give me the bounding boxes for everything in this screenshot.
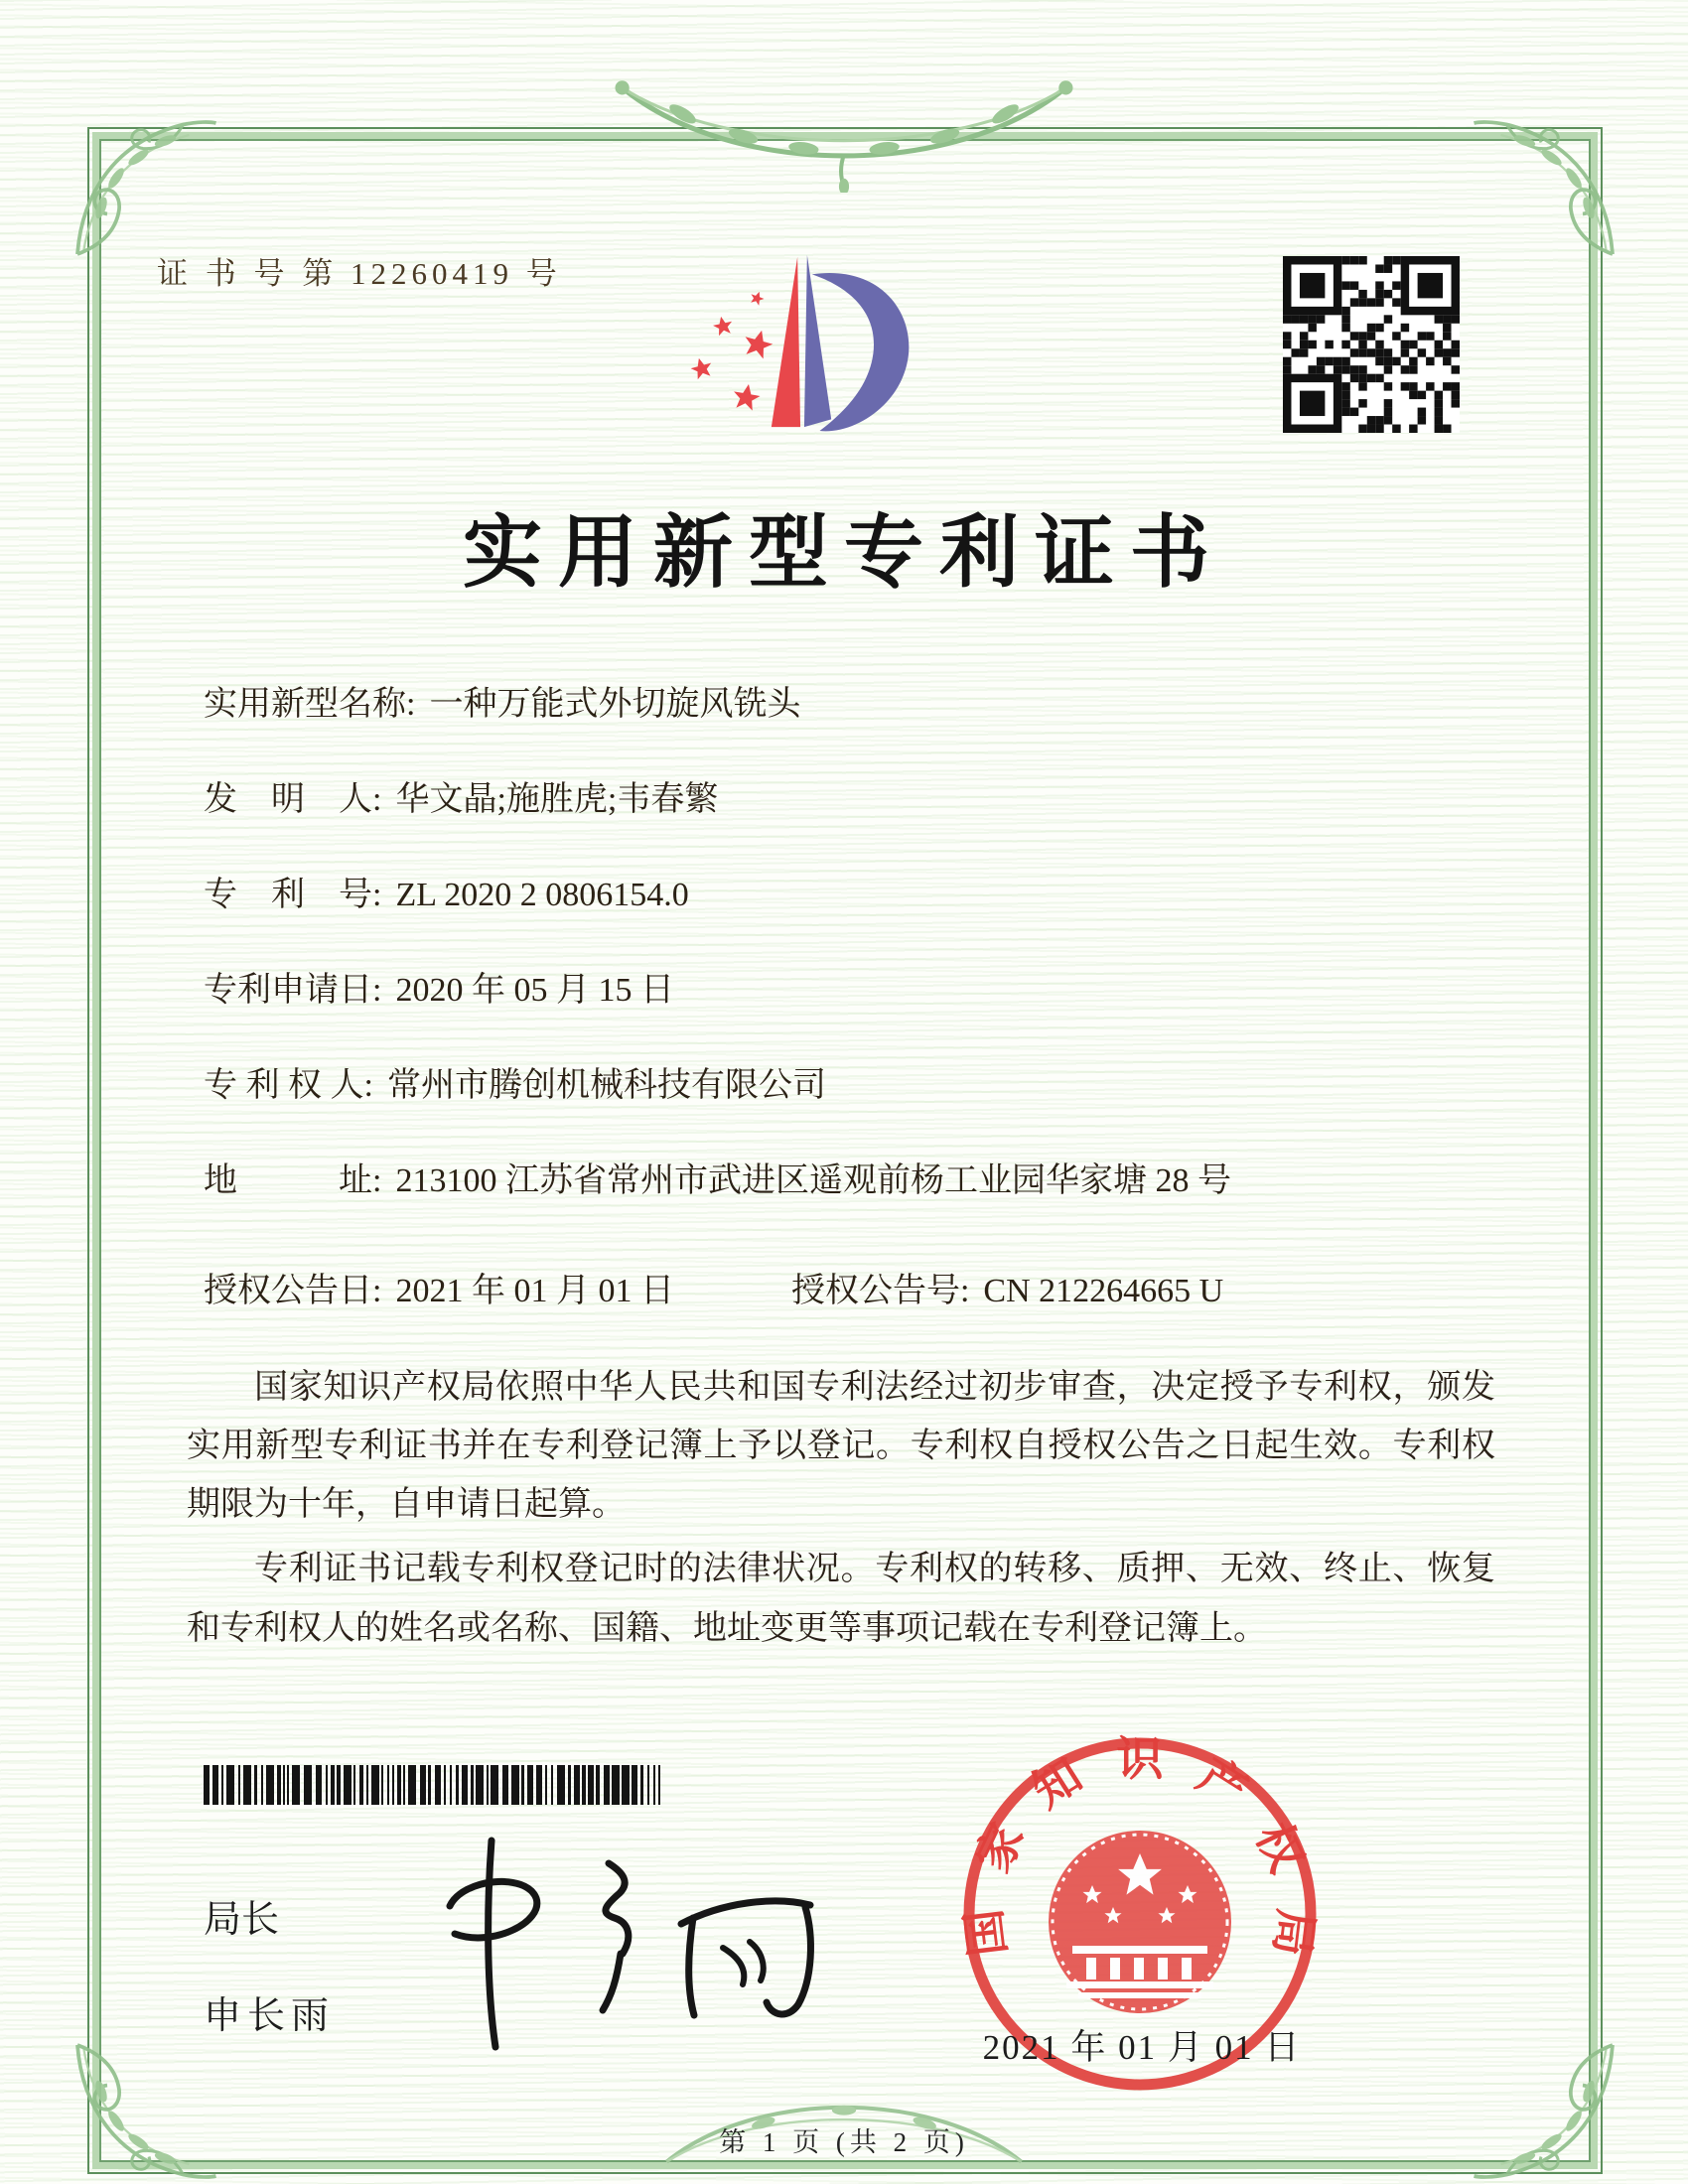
field-value: 一种万能式外切旋风铣头	[429, 686, 801, 723]
field-value: ZL 2020 2 0806154.0	[395, 877, 689, 913]
grant-date-label: 授权公告日:	[204, 1273, 382, 1309]
grant-date-value: 2021 年 01 月 01 日	[395, 1273, 674, 1309]
grant-number-label: 授权公告号:	[790, 1273, 970, 1309]
director-block	[204, 1888, 335, 2039]
barcode-icon	[204, 1765, 665, 1805]
corner-flourish-icon	[1470, 2039, 1618, 2184]
seal-agency-text: 国家知识产权局	[958, 1734, 1322, 1960]
legal-text	[187, 1358, 1495, 1664]
garland-icon	[611, 62, 1077, 193]
field-label: 专 利 号:	[204, 877, 382, 913]
field-row-filing-date	[204, 974, 1504, 1008]
seal-date: 2021 年 01 月 01 日	[982, 2028, 1302, 2067]
field-row-name	[204, 688, 1504, 722]
signature-icon	[395, 1829, 832, 2062]
field-row-patentee	[204, 1069, 1504, 1103]
qr-code-icon	[1283, 256, 1460, 433]
corner-flourish-icon	[71, 111, 220, 260]
field-label: 专 利 权 人:	[204, 1067, 373, 1104]
certificate-number: 证 书 号 第 12260419 号	[157, 256, 562, 291]
field-label: 专利申请日:	[204, 972, 382, 1009]
grant-row	[204, 1275, 1223, 1308]
field-label: 实用新型名称:	[204, 686, 416, 723]
field-list	[204, 688, 1504, 1260]
field-value: 213100 江苏省常州市武进区遥观前杨工业园华家塘 28 号	[395, 1162, 1231, 1199]
grant-number-value: CN 212264665 U	[983, 1273, 1224, 1309]
field-value: 华文晶;施胜虎;韦春繁	[395, 781, 719, 818]
field-label: 地 址:	[204, 1162, 382, 1199]
field-row-patent-number	[204, 879, 1504, 912]
field-row-inventors	[204, 783, 1504, 817]
corner-flourish-icon	[1470, 111, 1618, 260]
director-title: 局长	[204, 1899, 280, 1941]
cnipa-logo-icon	[657, 226, 947, 457]
field-value: 常州市腾创机械科技有限公司	[386, 1067, 826, 1104]
field-row-address	[204, 1164, 1504, 1198]
body-paragraph: 专利证书记载专利权登记时的法律状况。专利权的转移、质押、无效、终止、恢复和专利权人的姓名或名称、国籍、地址变更等事项记载在专利登记簿上。	[187, 1551, 1495, 1647]
director-name: 申长雨	[204, 1995, 336, 2037]
field-label: 发 明 人:	[204, 781, 382, 818]
body-paragraph: 国家知识产权局依照中华人民共和国专利法经过初步审查，决定授予专利权，颁发实用新型专利证书并在专利登记簿上予以登记。专利权自授权公告之日起生效。专利权期限为十年，自申请日起算。	[187, 1369, 1495, 1524]
page-title: 实用新型专利证书	[463, 510, 1225, 598]
corner-flourish-icon	[71, 2039, 220, 2184]
national-emblem-icon	[1049, 1831, 1231, 2013]
page-footer: 第 1 页 (共 2 页)	[719, 2127, 969, 2157]
field-value: 2020 年 05 月 15 日	[395, 972, 674, 1009]
